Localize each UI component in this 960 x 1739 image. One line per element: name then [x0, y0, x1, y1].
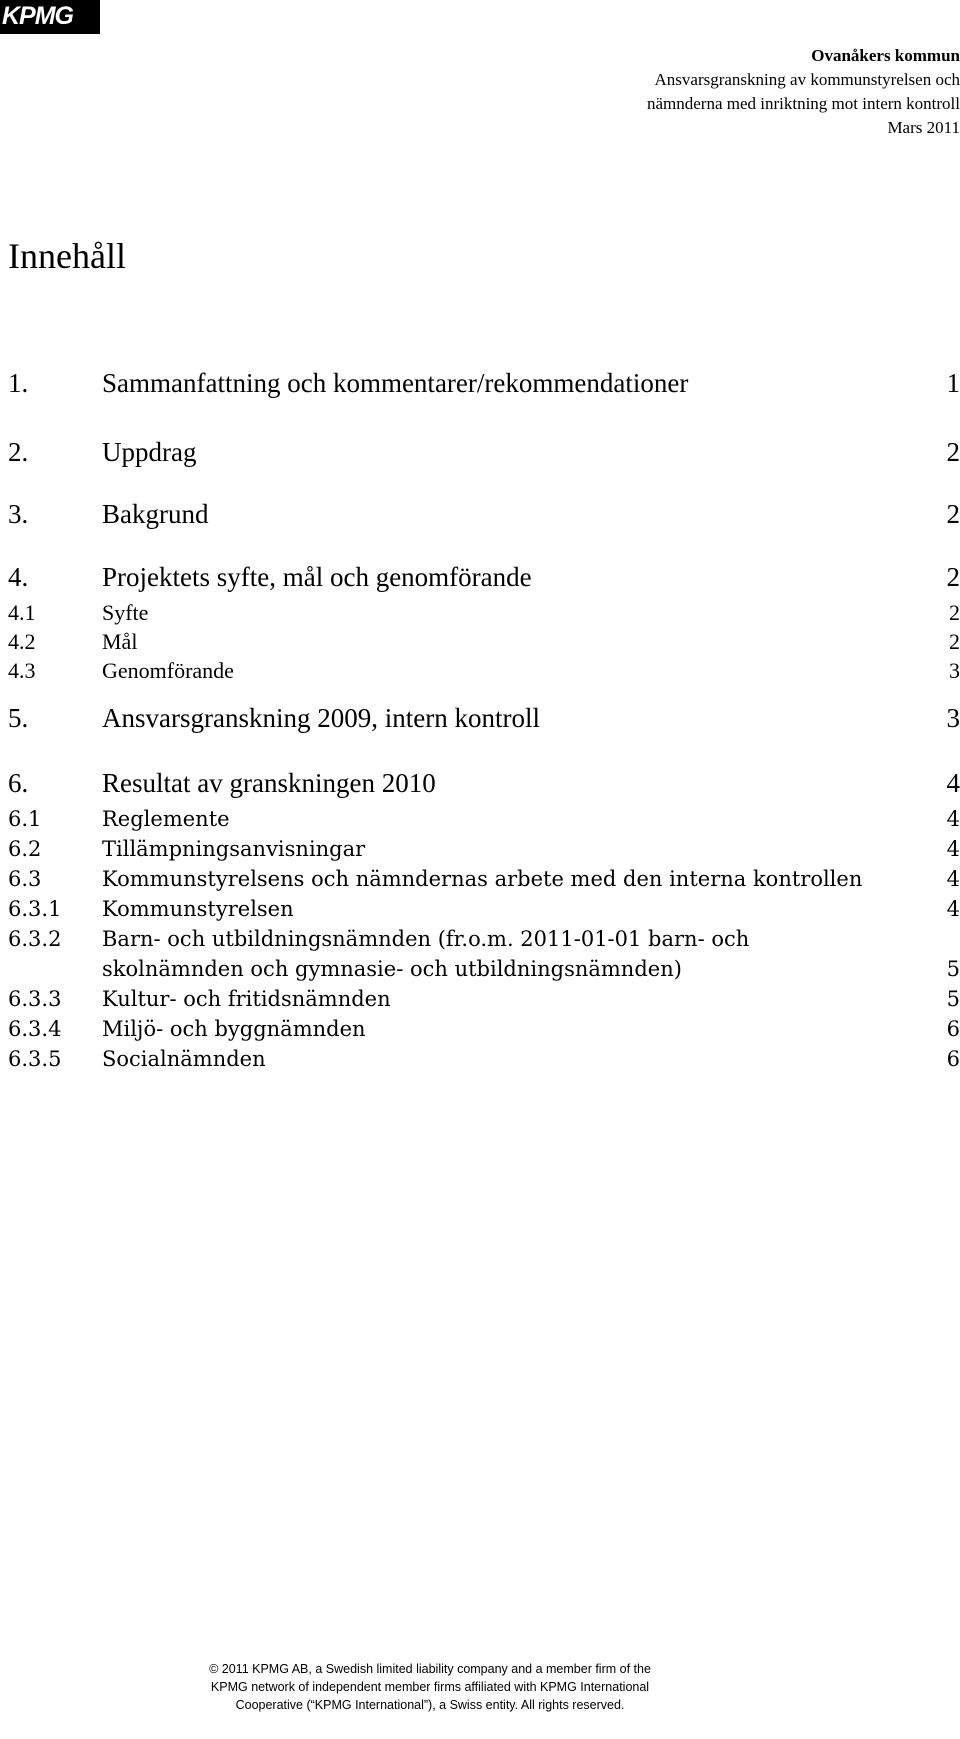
- organization-name: Ovanåkers kommun: [811, 46, 960, 65]
- toc-entry-4[interactable]: [8, 559, 960, 595]
- toc-entry-number: 2.: [8, 437, 29, 467]
- toc-entry-number: 5.: [8, 703, 29, 733]
- toc-entry-title: Genomförande: [102, 658, 234, 683]
- toc-entry-number: 6.3.3: [8, 987, 62, 1011]
- report-date: Mars 2011: [887, 118, 960, 137]
- toc-entry-page: 2: [949, 629, 960, 654]
- toc-entry-number: 6.3.1: [8, 897, 62, 921]
- footer-line-3: Cooperative (“KPMG International”), a Swiss entity. All rights reserved.: [235, 1698, 625, 1712]
- toc-entry-title: Bakgrund: [102, 499, 209, 529]
- toc-entry-title: Kultur- och fritidsnämnden: [102, 987, 391, 1011]
- copyright-footer: [190, 1660, 670, 1714]
- toc-entry-6-1[interactable]: [8, 804, 960, 834]
- toc-entry-title: Kommunstyrelsen: [102, 897, 294, 921]
- toc-entry-number: 1.: [8, 368, 29, 398]
- report-title-line-2: nämnderna med inriktning mot intern kontroll: [646, 94, 960, 113]
- toc-entry-number: 4.3: [8, 658, 36, 683]
- toc-entry-title: Projektets syfte, mål och genomförande: [102, 562, 532, 592]
- toc-entry-page: 2: [949, 600, 960, 625]
- footer-line-1: © 2011 KPMG AB, a Swedish limited liability company and a member firm of the: [209, 1662, 651, 1676]
- toc-entry-number: 6.3: [8, 867, 42, 891]
- toc-entry-title: Ansvarsgranskning 2009, intern kontroll: [102, 703, 540, 733]
- toc-entry-number: 3.: [8, 499, 29, 529]
- toc-entry-number: 6.3.2: [8, 927, 62, 951]
- toc-entry-6[interactable]: [8, 765, 960, 801]
- kpmg-logo-text: KPMG: [2, 2, 73, 30]
- toc-entry-6-3-4[interactable]: [8, 1014, 960, 1044]
- toc-entry-title: Miljö- och byggnämnden: [102, 1017, 366, 1041]
- toc-entry-5[interactable]: [8, 700, 960, 736]
- toc-entry-page: 3: [946, 703, 960, 733]
- toc-entry-number: 6.2: [8, 837, 42, 861]
- toc-entry-page: 5: [946, 987, 960, 1011]
- toc-entry-page: 6: [946, 1047, 960, 1071]
- toc-entry-title: Reglemente: [102, 807, 230, 831]
- toc-entry-page: 4: [946, 768, 960, 798]
- toc-entry-page: 4: [946, 897, 960, 921]
- toc-entry-number: 6.1: [8, 807, 42, 831]
- report-title-line-1: Ansvarsgranskning av kommunstyrelsen och: [654, 70, 960, 89]
- toc-entry-number: 6.: [8, 768, 29, 798]
- toc-entry-title: Mål: [102, 629, 138, 654]
- toc-entry-6-3-1[interactable]: [8, 894, 960, 924]
- toc-entry-page: 1: [946, 368, 960, 398]
- toc-entry-4-2[interactable]: [8, 627, 960, 657]
- toc-entry-number: 4.: [8, 562, 29, 592]
- toc-entry-1[interactable]: [8, 365, 960, 401]
- toc-entry-number: 6.3.5: [8, 1047, 62, 1071]
- toc-entry-title: Kommunstyrelsens och nämndernas arbete med den interna kontrollen: [102, 867, 863, 891]
- toc-entry-4-1[interactable]: [8, 598, 960, 628]
- toc-entry-number: 4.2: [8, 629, 36, 654]
- toc-entry-6-2[interactable]: [8, 834, 960, 864]
- toc-entry-title: Tillämpningsanvisningar: [102, 837, 366, 861]
- footer-line-2: KPMG network of independent member firms affiliated with KPMG International: [210, 1680, 650, 1694]
- toc-entry-title: Syfte: [102, 600, 149, 625]
- toc-entry-6-3-3[interactable]: [8, 984, 960, 1014]
- toc-entry-title: Resultat av granskningen 2010: [102, 768, 436, 798]
- toc-entry-page: 4: [946, 807, 960, 831]
- kpmg-logo: [0, 0, 100, 34]
- toc-entry-page: 2: [946, 499, 960, 529]
- toc-entry-page: 2: [946, 437, 960, 467]
- toc-entry-title: Socialnämnden: [102, 1047, 266, 1071]
- toc-entry-page: 5: [946, 957, 960, 981]
- toc-heading: Innehåll: [8, 236, 126, 276]
- toc-entry-number: 6.3.4: [8, 1017, 62, 1041]
- toc-entry-page: 2: [946, 562, 960, 592]
- toc-entry-6-3-2[interactable]: [8, 924, 960, 984]
- document-header: [440, 44, 960, 140]
- toc-entry-3[interactable]: [8, 496, 960, 532]
- toc-entry-4-3[interactable]: [8, 656, 960, 686]
- toc-entry-title: Uppdrag: [102, 437, 197, 467]
- toc-entry-6-3-5[interactable]: [8, 1044, 960, 1074]
- toc-entry-title: Barn- och utbildningsnämnden (fr.o.m. 2011-01-01 barn- och skolnämnden och gymnasie- och utbildningsnämnden): [102, 927, 750, 981]
- toc-entry-title: Sammanfattning och kommentarer/rekommendationer: [102, 368, 689, 398]
- toc-entry-page: 4: [946, 837, 960, 861]
- toc-entry-page: 3: [949, 658, 960, 683]
- toc-entry-2[interactable]: [8, 434, 960, 470]
- toc-entry-number: 4.1: [8, 600, 36, 625]
- toc-entry-page: 4: [946, 867, 960, 891]
- toc-entry-page: 6: [946, 1017, 960, 1041]
- toc-entry-6-3[interactable]: [8, 864, 960, 894]
